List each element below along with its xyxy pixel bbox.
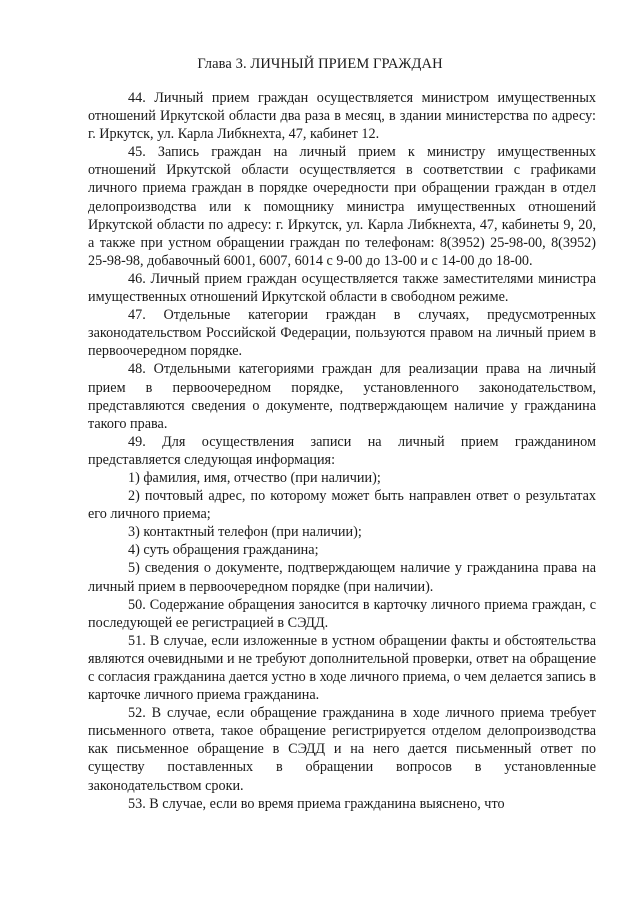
list-item-1: 1) фамилия, имя, отчество (при наличии); — [128, 469, 381, 486]
list-item-3: 3) контактный телефон (при наличии); — [128, 524, 362, 541]
paragraph-44: 44. Личный прием граждан осуществляется министром имущественных отношений Иркутской области два раза в месяц, в здании министерства по адресу: г. Иркутск, ул. Карла Либкнехта, 47, кабинет 12. — [88, 90, 596, 143]
list-item-4: 4) суть обращения гражданина; — [128, 542, 319, 559]
list-item-2: 2) почтовый адрес, по которому может быть направлен ответ о результатах его личного приема; — [88, 488, 596, 523]
paragraph-51: 51. В случае, если изложенные в устном обращении факты и обстоятельства являются очевидными и не требуют дополнительной проверки, ответ на обращение с согласия гражданина дается устно в ходе личного приема, о чем делается запись в карточке личного приема гражданина. — [88, 632, 596, 704]
list-item-5: 5) сведения о документе, подтверждающем наличие у гражданина права на личный прием в первоочередном порядке (при наличии). — [88, 560, 596, 595]
paragraph-49: 49. Для осуществления записи на личный прием гражданином представляется следующая информация: — [88, 433, 596, 468]
paragraph-45: 45. Запись граждан на личный прием к министру имущественных отношений Иркутской области осуществляется в соответствии с графиками личного приема граждан в порядке очередности при обращении граждан в отдел делопроизводства или к помощнику министра имущественных отношений Иркутской области по адресу: г. Иркутск, ул. Карла Либкнехта, 47, кабинеты 9, 20, а также при устном обращении граждан по телефонам: 8(3952) 25-98-00, 8(3952) 25-98-98, добавочный 6001, 6007, 6014 с 9-00 до 13-00 и с 14-00 до 18-00. — [88, 144, 596, 269]
chapter-heading: Глава 3. ЛИЧНЫЙ ПРИЕМ ГРАЖДАН — [197, 56, 443, 72]
paragraph-50: 50. Содержание обращения заносится в карточку личного приема граждан, с последующей ее регистрацией в СЭДД. — [88, 596, 596, 631]
document-body — [88, 89, 596, 813]
paragraph-53: 53. В случае, если во время приема гражданина выяснено, что — [128, 795, 505, 812]
paragraph-47: 47. Отдельные категории граждан в случаях, предусмотренных законодательством Российской Федерации, пользуются правом на личный прием в первоочередном порядке. — [88, 307, 596, 360]
paragraph-48: 48. Отдельными категориями граждан для реализации права на личный прием в первоочередном порядке, установленного законодательством, представляются сведения о документе, подтверждающем наличие у гражданина такого права. — [88, 361, 596, 432]
paragraph-46: 46. Личный прием граждан осуществляется также заместителями министра имущественных отношений Иркутской области в свободном режиме. — [88, 270, 596, 306]
paragraph-52: 52. В случае, если обращение гражданина в ходе личного приема требует письменного ответа, такое обращение регистрируется отделом делопроизводства как письменное обращение в СЭДД и на него дается письменный ответ по существу поставленных в обращении вопросов в установленные законодательством сроки. — [88, 705, 596, 794]
